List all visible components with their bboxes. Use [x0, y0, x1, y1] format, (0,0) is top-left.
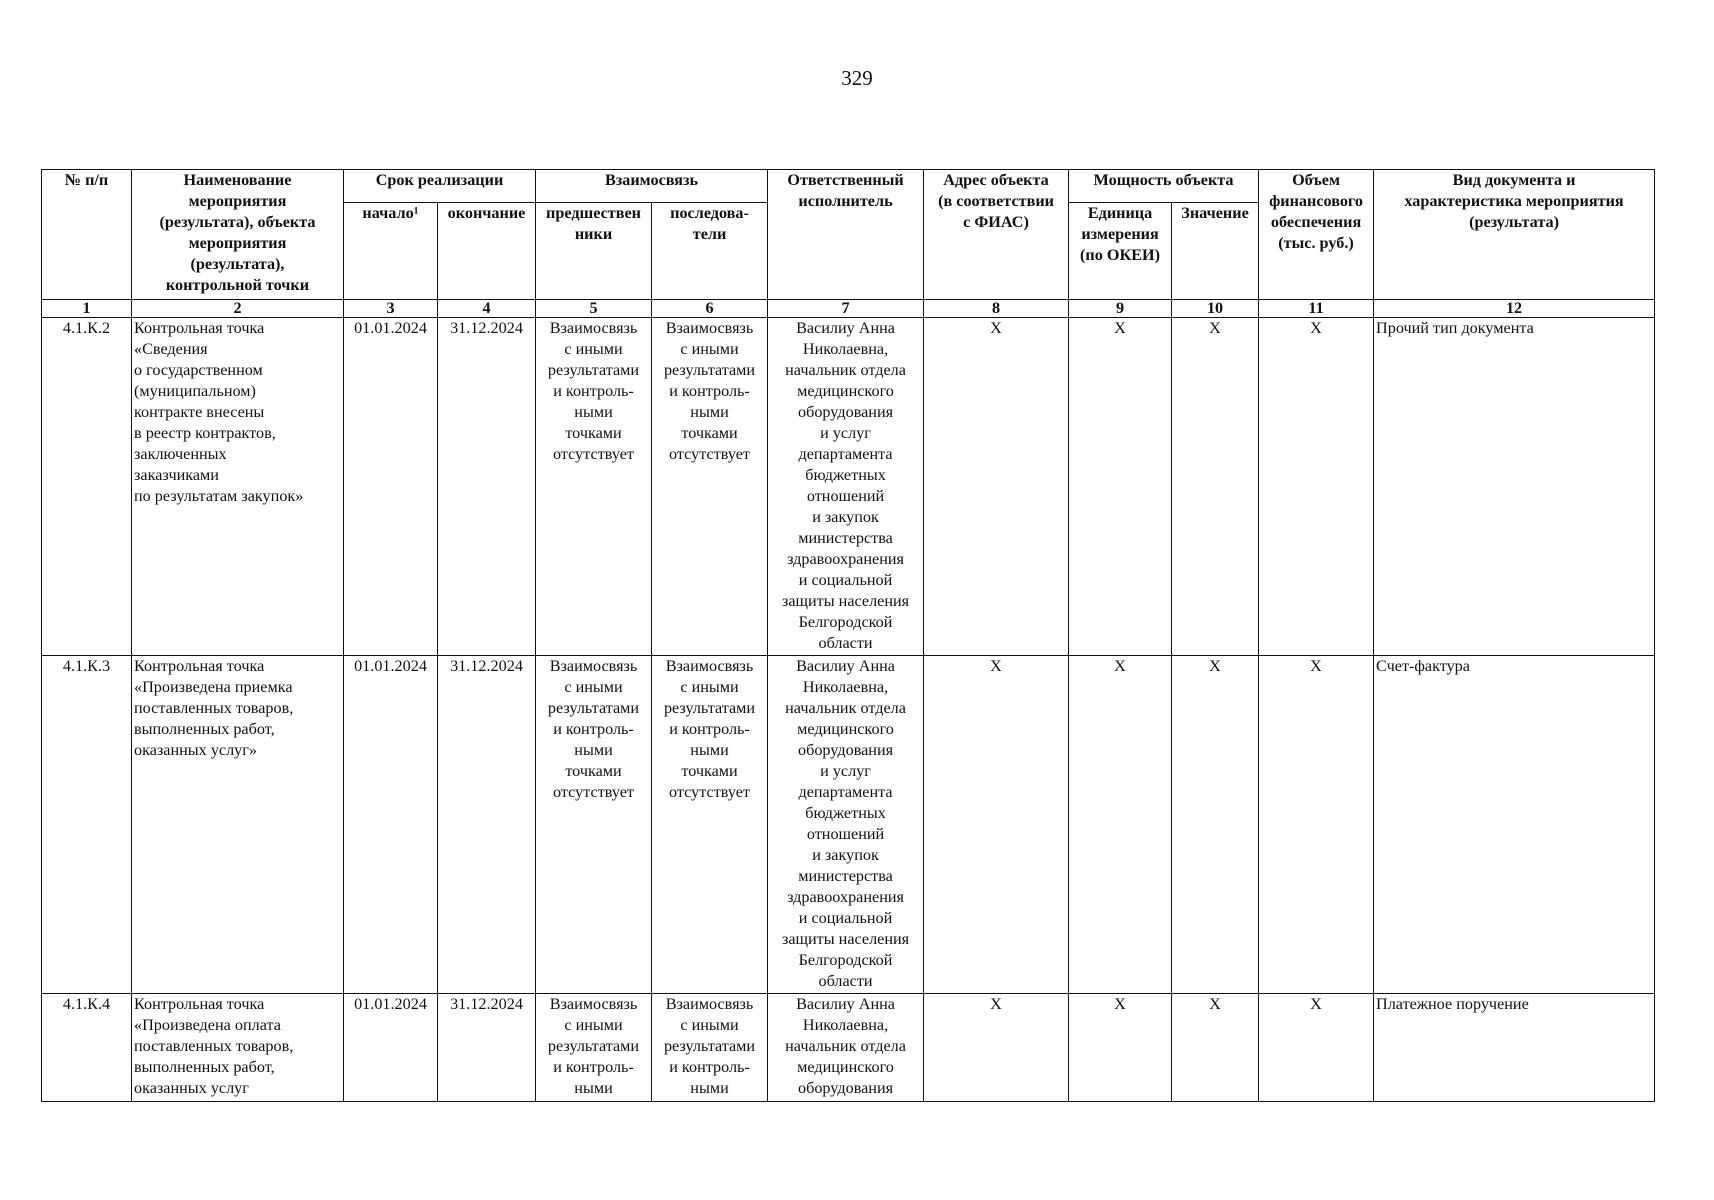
column-number-row [42, 300, 1655, 318]
row-predecessors: Взаимосвязь с иными результатами и контроль- ными [536, 994, 652, 1102]
row-doc-type: Платежное поручение [1374, 994, 1655, 1102]
header-address: Адрес объекта (в соответствии с ФИАС) [924, 170, 1069, 300]
row-predecessors: Взаимосвязь с иными результатами и контроль- ными точками отсутствует [536, 318, 652, 656]
header-predecessors: предшествен ники [536, 203, 652, 300]
row-num: 4.1.К.2 [42, 318, 132, 656]
column-number: 3 [344, 300, 438, 318]
column-number: 9 [1069, 300, 1172, 318]
row-num: 4.1.К.4 [42, 994, 132, 1102]
header-value: Значение [1172, 203, 1259, 300]
row-finance: X [1259, 318, 1374, 656]
row-unit: X [1069, 656, 1172, 994]
row-num: 4.1.К.3 [42, 656, 132, 994]
row-doc-type: Счет-фактура [1374, 656, 1655, 994]
row-unit: X [1069, 994, 1172, 1102]
column-number: 6 [652, 300, 768, 318]
header-start: начало¹ [344, 203, 438, 300]
column-number: 10 [1172, 300, 1259, 318]
row-end: 31.12.2024 [438, 656, 536, 994]
row-successors: Взаимосвязь с иными результатами и контроль- ными точками отсутствует [652, 318, 768, 656]
header-doc-type: Вид документа и характеристика мероприятия (результата) [1374, 170, 1655, 300]
column-number: 4 [438, 300, 536, 318]
row-start: 01.01.2024 [344, 656, 438, 994]
column-number: 12 [1374, 300, 1655, 318]
page-number: 329 [841, 66, 873, 90]
row-address: X [924, 656, 1069, 994]
header-name: Наименование мероприятия (результата), объекта мероприятия (результата), контрольной точки [132, 170, 344, 300]
column-number: 7 [768, 300, 924, 318]
header-period: Срок реализации [344, 170, 536, 203]
row-finance: X [1259, 656, 1374, 994]
row-name: Контрольная точка «Произведена приемка поставленных товаров, выполненных работ, оказанных услуг» [132, 656, 344, 994]
row-finance: X [1259, 994, 1374, 1102]
row-responsible: Василиу Анна Николаевна, начальник отдела медицинского оборудования и услуг департамента бюджетных отношений и закупок министерства здравоохранения и социальной защиты населения Белгородской области [768, 318, 924, 656]
table-row [42, 656, 1655, 994]
row-start: 01.01.2024 [344, 994, 438, 1102]
row-name: Контрольная точка «Сведения о государственном (муниципальном) контракте внесены в реестр контрактов, заключенных заказчиками по результатам закупок» [132, 318, 344, 656]
column-number: 8 [924, 300, 1069, 318]
header-end: окончание [438, 203, 536, 300]
row-address: X [924, 994, 1069, 1102]
table-row [42, 994, 1655, 1102]
row-value: X [1172, 318, 1259, 656]
column-number: 11 [1259, 300, 1374, 318]
row-name: Контрольная точка «Произведена оплата поставленных товаров, выполненных работ, оказанных услуг [132, 994, 344, 1102]
row-unit: X [1069, 318, 1172, 656]
header-num: № п/п [42, 170, 132, 300]
row-predecessors: Взаимосвязь с иными результатами и контроль- ными точками отсутствует [536, 656, 652, 994]
row-address: X [924, 318, 1069, 656]
column-number: 2 [132, 300, 344, 318]
row-responsible: Василиу Анна Николаевна, начальник отдела медицинского оборудования и услуг департамента бюджетных отношений и закупок министерства здравоохранения и социальной защиты населения Белгородской области [768, 656, 924, 994]
table-row [42, 318, 1655, 656]
row-end: 31.12.2024 [438, 994, 536, 1102]
header-successors: последова- тели [652, 203, 768, 300]
row-responsible: Василиу Анна Николаевна, начальник отдела медицинского оборудования [768, 994, 924, 1102]
row-end: 31.12.2024 [438, 318, 536, 656]
row-start: 01.01.2024 [344, 318, 438, 656]
measures-table [41, 169, 1655, 1102]
column-number: 5 [536, 300, 652, 318]
header-capacity: Мощность объекта [1069, 170, 1259, 203]
row-doc-type: Прочий тип документа [1374, 318, 1655, 656]
header-responsible: Ответственный исполнитель [768, 170, 924, 300]
row-successors: Взаимосвязь с иными результатами и контроль- ными точками отсутствует [652, 656, 768, 994]
header-relation: Взаимосвязь [536, 170, 768, 203]
row-successors: Взаимосвязь с иными результатами и контроль- ными [652, 994, 768, 1102]
header-unit: Единица измерения (по ОКЕИ) [1069, 203, 1172, 300]
row-value: X [1172, 656, 1259, 994]
column-number: 1 [42, 300, 132, 318]
row-value: X [1172, 994, 1259, 1102]
header-finance: Объем финансового обеспечения (тыс. руб.) [1259, 170, 1374, 300]
